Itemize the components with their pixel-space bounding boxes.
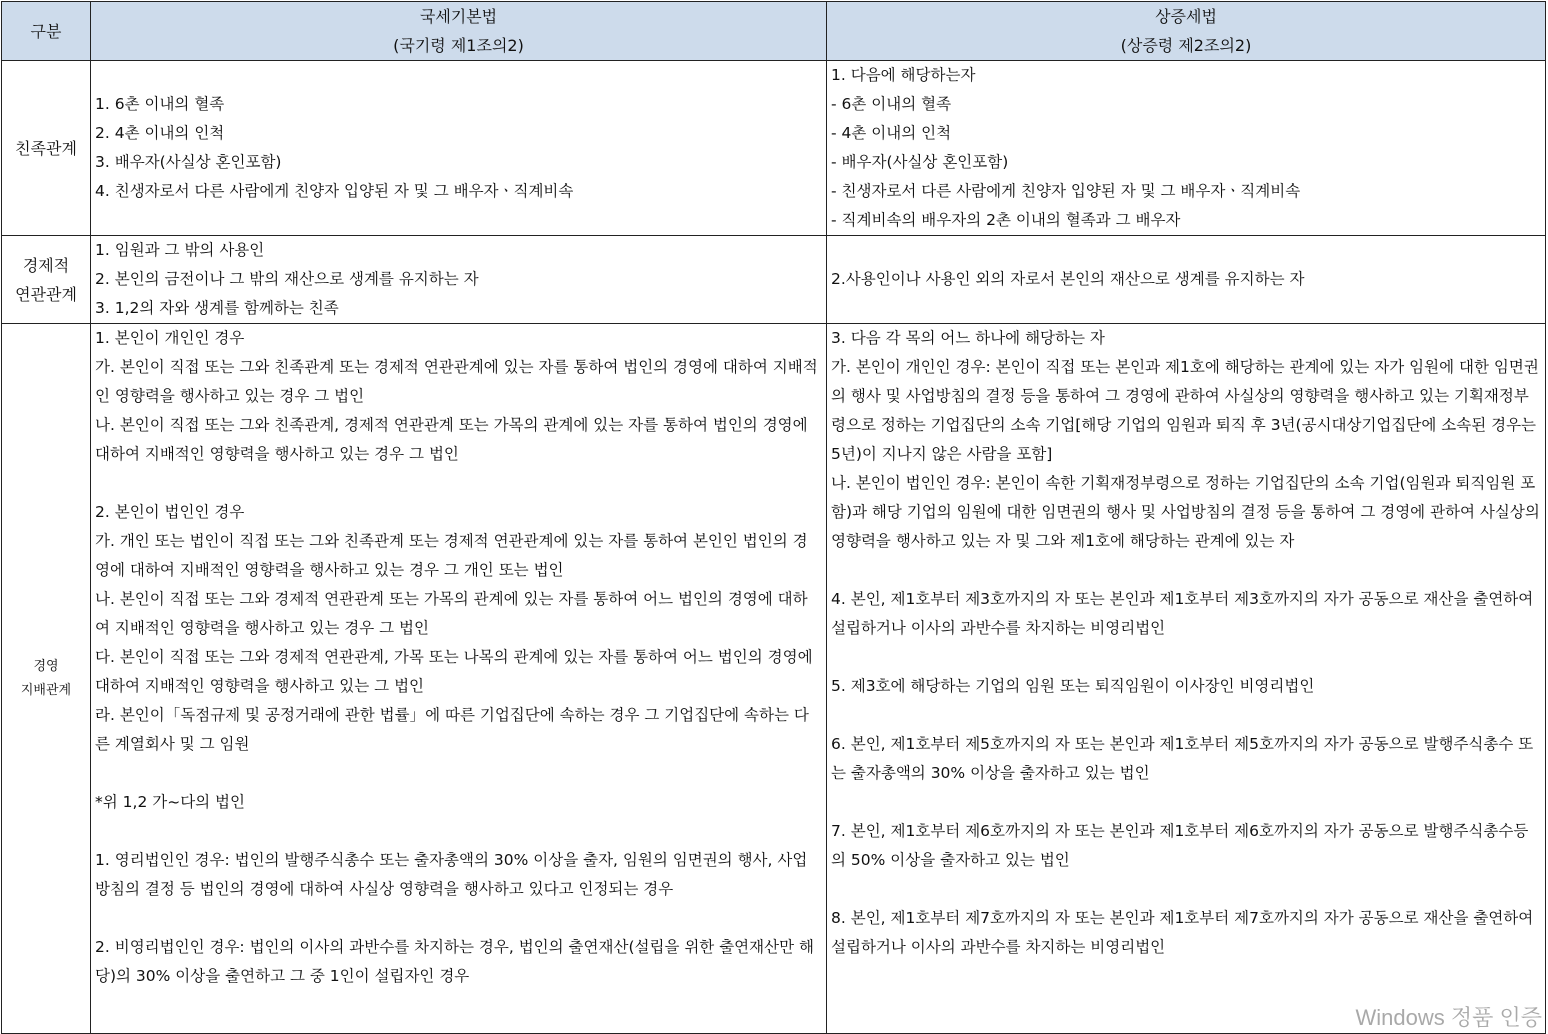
row-family-category: 친족관계 <box>2 61 91 236</box>
row-economic-category-line2: 연관관계 <box>15 284 77 304</box>
header-col1-subtitle: (국기령 제1조의2) <box>393 36 524 55</box>
row-family-col1: 1. 6촌 이내의 혈족 2. 4촌 이내의 인척 3. 배우자(사실상 혼인포함) 4. 친생자로서 다른 사람에게 친양자 입양된 자 및 그 배우자ㆍ직계비속 <box>91 61 827 236</box>
row-economic-col1: 1. 임원과 그 밖의 사용인 2. 본인의 금전이나 그 밖의 재산으로 생계를 유지하는 자 3. 1,2의 자와 생계를 함께하는 친족 <box>91 236 827 324</box>
row-management-category-line1: 경영 <box>33 658 59 674</box>
activation-watermark: Windows 정품 인증 <box>1355 1005 1542 1030</box>
header-col2-title: 상증세법 <box>1155 7 1217 26</box>
header-col1 <box>91 2 827 61</box>
header-col1-title: 국세기본법 <box>419 7 498 26</box>
row-management-col1: 1. 본인이 개인인 경우 가. 본인이 직접 또는 그와 친족관계 또는 경제적 연관관계에 있는 자를 통하여 법인의 경영에 대하여 지배적인 영향력을 행사하고 있는 경우 그 법인 나. 본인이 직접 또는 그와 친족관계, 경제적 연관관계 또는 가목의 관계에 있는 자를 통하여 법인의 경영에 대하여 지배적인 영향력을 행사하고 있는 경우 그 법인 2. 본인이 법인인 경우 가. 개인 또는 법인이 직접 또는 그와 친족관계 또는 경제적 연관관계에 있는 자를 통하여 본인인 법인의 경영에 대하여 지배적인 영향력을 행사하고 있는 경우 그 개인 또는 법인 나. 본인이 직접 또는 그와 경제적 연관관계 또는 가목의 관계에 있는 자를 통하여 어느 법인의 경영에 대하여 지배적인 영향력을 행사하고 있는 경우 그 법인 다. 본인이 직접 또는 그와 경제적 연관관계, 가목 또는 나목의 관계에 있는 자를 통하여 어느 법인의 경영에 대하여 지배적인 영향력을 행사하고 있는 그 법인 라. 본인이「독점규제 및 공정거래에 관한 법률」에 따른 기업집단에 속하는 경우 그 기업집단에 속하는 다른 계열회사 및 그 임원 *위 1,2 가~다의 법인 1. 영리법인인 경우: 법인의 발행주식총수 또는 출자총액의 30% 이상을 출자, 임원의 임면권의 행사, 사업방침의 결정 등 법인의 경영에 대하여 사실상 영향력을 행사하고 있다고 인정되는 경우 2. 비영리법인인 경우: 법인의 이사의 과반수를 차지하는 경우, 법인의 출연재산(설립을 위한 출연재산만 해당)의 30% 이상을 출연하고 그 중 1인이 설립자인 경우 <box>91 324 827 1034</box>
row-management-category-line2: 지배관계 <box>20 682 72 698</box>
row-management-category <box>2 324 91 1034</box>
row-family <box>2 61 1546 236</box>
row-family-col2: 1. 다음에 해당하는자 - 6촌 이내의 혈족 - 4촌 이내의 인척 - 배우자(사실상 혼인포함) - 친생자로서 다른 사람에게 친양자 입양된 자 및 그 배우자ㆍ직계비속 - 직계비속의 배우자의 2촌 이내의 혈족과 그 배우자 <box>827 61 1546 236</box>
header-col2-subtitle: (상증령 제2조의2) <box>1120 36 1252 55</box>
header-col2 <box>827 2 1546 61</box>
header-category: 구분 <box>2 2 91 61</box>
row-management-col2: 3. 다음 각 목의 어느 하나에 해당하는 자 가. 본인이 개인인 경우: 본인이 직접 또는 본인과 제1호에 해당하는 관계에 있는 자가 임원에 대한 임면권의 행사 및 사업방침의 결정 등을 통하여 그 경영에 관하여 사실상의 영향력을 행사하고 있는 기획재정부령으로 정하는 기업집단의 소속 기업[해당 기업의 임원과 퇴직 후 3년(공시대상기업집단에 소속된 경우는 5년)이 지나지 않은 사람을 포함] 나. 본인이 법인인 경우: 본인이 속한 기획재정부령으로 정하는 기업집단의 소속 기업(임원과 퇴직임원 포함)과 해당 기업의 임원에 대한 임면권의 행사 및 사업방침의 결정 등을 통하여 그 경영에 관하여 사실상의 영향력을 행사하고 있는 자 및 그와 제1호에 해당하는 관계에 있는 자 4. 본인, 제1호부터 제3호까지의 자 또는 본인과 제1호부터 제3호까지의 자가 공동으로 재산을 출연하여 설립하거나 이사의 과반수를 차지하는 비영리법인 5. 제3호에 해당하는 기업의 임원 또는 퇴직임원이 이사장인 비영리법인 6. 본인, 제1호부터 제5호까지의 자 또는 본인과 제1호부터 제5호까지의 자가 공동으로 발행주식총수 또는 출자총액의 30% 이상을 출자하고 있는 법인 7. 본인, 제1호부터 제6호까지의 자 또는 본인과 제1호부터 제6호까지의 자가 공동으로 발행주식총수등의 50% 이상을 출자하고 있는 법인 8. 본인, 제1호부터 제7호까지의 자 또는 본인과 제1호부터 제7호까지의 자가 공동으로 재산을 출연하여 설립하거나 이사의 과반수를 차지하는 비영리법인 <box>827 324 1546 1034</box>
comparison-table <box>1 1 1546 1034</box>
row-economic-category <box>2 236 91 324</box>
row-management <box>2 324 1546 1034</box>
row-economic-col2: 2.사용인이나 사용인 외의 자로서 본인의 재산으로 생계를 유지하는 자 <box>827 236 1546 324</box>
header-row <box>2 2 1546 61</box>
row-economic-category-line1: 경제적 <box>22 255 70 275</box>
row-economic <box>2 236 1546 324</box>
